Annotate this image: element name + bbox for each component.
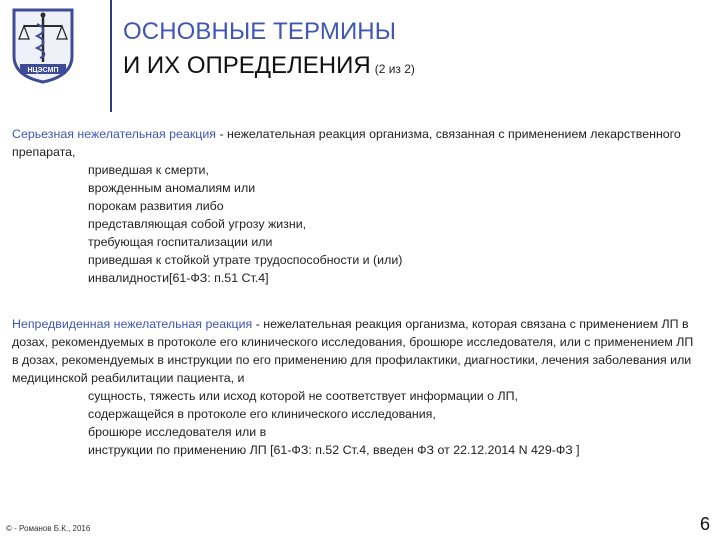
definition-item: представляющая собой угрозу жизни, [88, 217, 307, 231]
definition-text: - нежелательная реакция организма, связанная с применением лекарственного препарата, [12, 127, 681, 159]
definition-item: сущность, тяжесть или исход которой не соответствует информации о ЛП, [88, 389, 518, 403]
definition-term: Серьезная нежелательная реакция [12, 127, 216, 141]
definition-item: порокам развития либо [88, 199, 224, 213]
page-number: 6 [699, 514, 710, 534]
title-page-indicator: (2 из 2) [374, 62, 415, 76]
definition-unexpected-adverse-reaction [12, 315, 702, 459]
definition-serious-adverse-reaction [12, 125, 702, 287]
definition-term: Непредвиденная нежелательная реакция [12, 317, 253, 331]
definition-item: брошюре исследователя или в [88, 425, 267, 439]
definition-item: инвалидности[61-ФЗ: п.51 Ст.4] [88, 271, 269, 285]
definition-item: приведшая к смерти, [88, 163, 209, 177]
header-divider [110, 0, 112, 112]
logo-text: НЦЭСМП [27, 67, 59, 74]
title-line-2 [123, 51, 415, 84]
definition-item: требующая госпитализации или [88, 235, 273, 249]
definition-item: приведшая к стойкой утрате трудоспособности и (или) [88, 253, 403, 267]
definition-paragraph [12, 125, 702, 161]
organization-logo [10, 6, 76, 84]
definition-item: инструкции по применению ЛП [61-ФЗ: п.52 Ст.4, введен ФЗ от 22.12.2014 N 429-ФЗ ] [88, 443, 580, 457]
copyright: © - Романов Б.К., 2016 [6, 524, 91, 533]
title-line-1: ОСНОВНЫЕ ТЕРМИНЫ [123, 18, 397, 45]
title-line-2-text: И ИХ ОПРЕДЕЛЕНИЯ [123, 52, 371, 79]
definition-paragraph [12, 315, 702, 387]
definition-item: врожденным аномалиям или [88, 181, 256, 195]
page-title [123, 17, 415, 84]
definition-text: - нежелательная реакция организма, которая связана с применением ЛП в дозах, рекомендуемых в протоколе его клинического исследования, брошюре исследователя, или с применением ЛП в дозах, рекомендуемых в инструкции по его применению для профилактики, диагностики, лечения заболевания или медицинской реабилитации пациента, и [12, 317, 694, 385]
definition-item: содержащейся в протоколе его клинического исследования, [88, 407, 436, 421]
